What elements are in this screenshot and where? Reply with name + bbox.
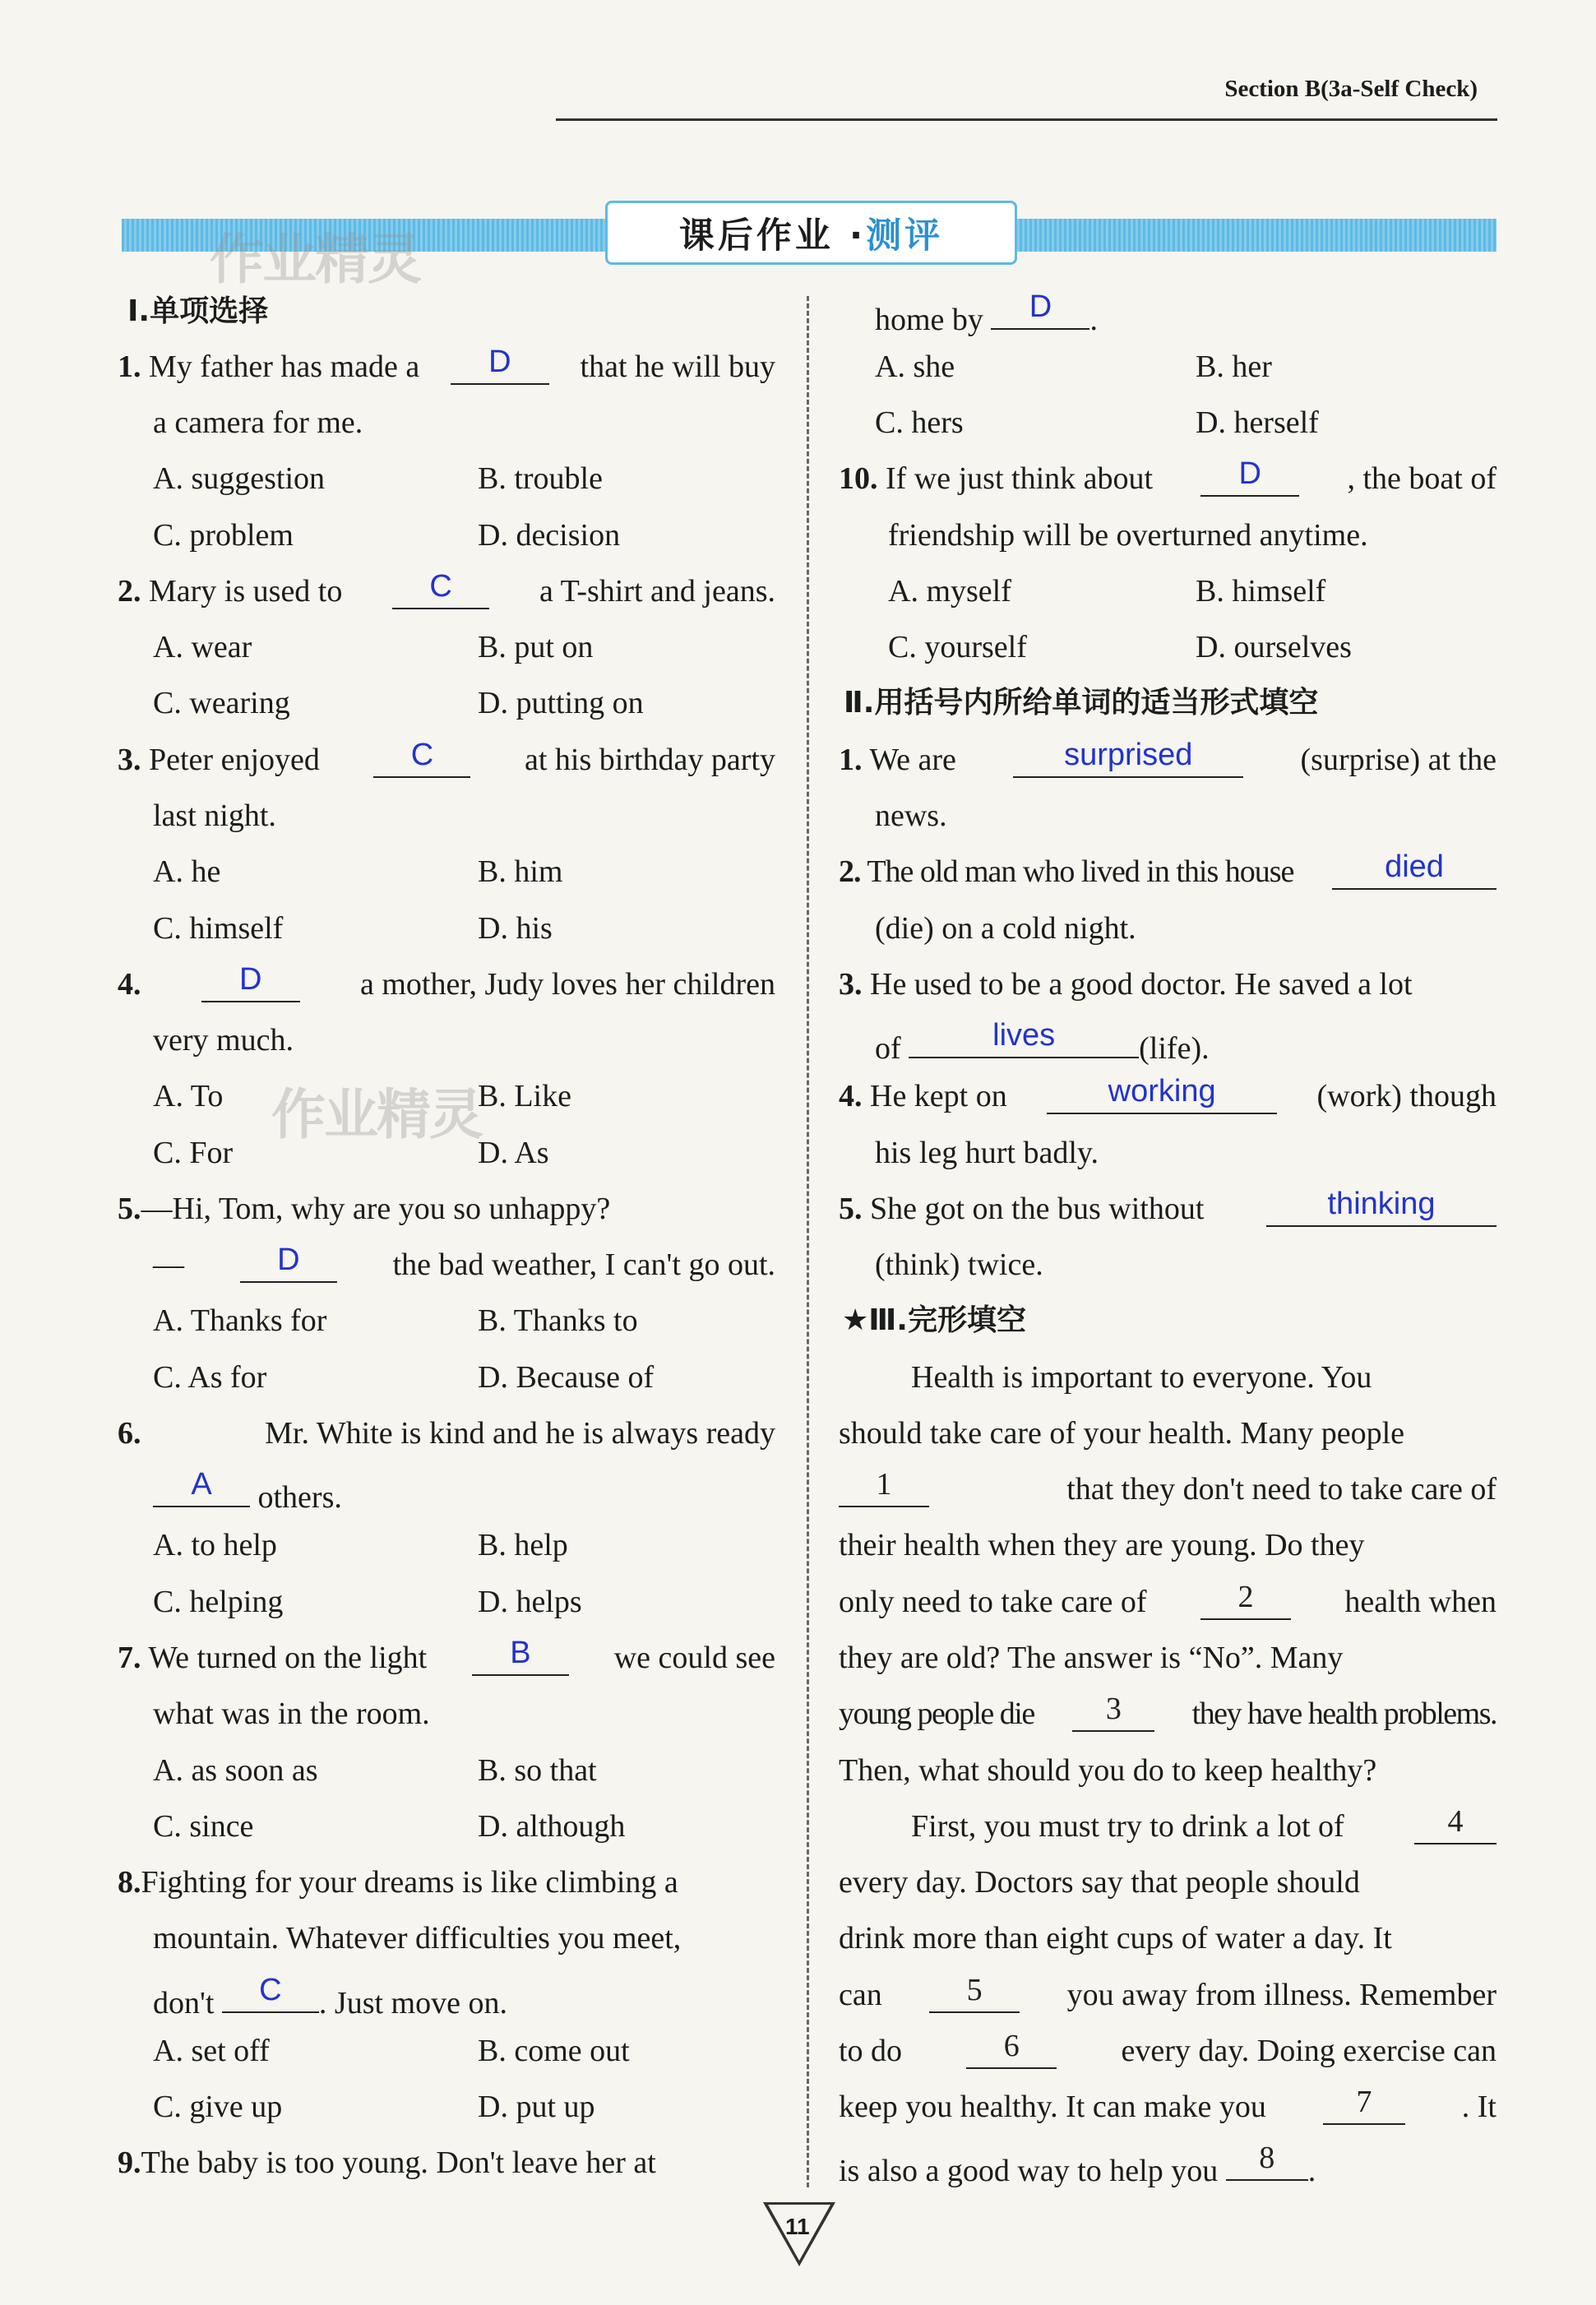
question-7: [118, 1638, 775, 1678]
question-text: his leg hurt badly.: [875, 1136, 1099, 1170]
question-number: 6.: [118, 1416, 141, 1451]
question-text: [875, 1018, 1210, 1068]
cloze-line: their health when they are young. Do they: [839, 1528, 1365, 1562]
question-text: .: [1089, 303, 1098, 337]
question-text: at his birthday party: [525, 743, 775, 777]
option-c: C. since: [153, 1809, 254, 1844]
option-b: B. her: [1196, 349, 1272, 384]
question-6: [118, 1414, 775, 1453]
question-text: a mother, Judy loves her children: [359, 967, 775, 1002]
handwritten-answer: B: [510, 1636, 531, 1670]
question-text: friendship will be overturned anytime.: [888, 518, 1368, 553]
cloze-text: they have health problems.: [1191, 1696, 1497, 1731]
cloze-blank[interactable]: [839, 1467, 929, 1507]
cloze-line: [911, 1804, 1497, 1846]
question-9: [118, 2143, 656, 2182]
cloze-line: [839, 2087, 1497, 2127]
question-4: [118, 962, 775, 1004]
answer-blank[interactable]: [1332, 849, 1497, 890]
question-text: [153, 1245, 775, 1284]
answer-blank[interactable]: [472, 1638, 569, 1676]
answer-blank[interactable]: [451, 347, 549, 385]
option-a: A. myself: [888, 574, 1011, 609]
cloze-line: [839, 2031, 1497, 2071]
cloze-line: Health is important to everyone. You: [911, 1360, 1372, 1395]
answer-blank[interactable]: [1047, 1076, 1277, 1114]
option-a: A. Thanks for: [153, 1303, 327, 1338]
answer-blank[interactable]: [201, 962, 300, 1002]
question-text: He kept on: [870, 1079, 1007, 1113]
option-c: C. give up: [153, 2090, 283, 2124]
question-2: [118, 569, 775, 611]
section-title-cloze: ★Ⅲ.完形填空: [842, 1303, 1026, 1337]
question-text: mountain. Whatever difficulties you meet,: [153, 1921, 682, 1956]
question-number: 3.: [118, 743, 141, 777]
question-number: 9.: [118, 2145, 141, 2180]
question-text: Mr. White is kind and he is always ready: [265, 1416, 775, 1451]
option-a: A. suggestion: [153, 461, 325, 496]
banner-title-highlight: 测评: [866, 215, 944, 257]
question-text: Peter enjoyed: [149, 743, 320, 777]
handwritten-answer: D: [1238, 456, 1261, 491]
question-text: The old man who lived in this house: [867, 854, 1294, 889]
question-number: 1.: [839, 743, 863, 777]
option-a: A. To: [153, 1079, 224, 1113]
blank-number: 8: [1259, 2141, 1275, 2175]
question-text: don't: [153, 1986, 215, 2020]
option-c: C. helping: [153, 1585, 284, 1619]
watermark-logo: 作业精灵: [210, 228, 420, 291]
fill-question-5: [839, 1189, 1497, 1229]
question-3: [118, 740, 775, 780]
option-d: D. his: [478, 911, 553, 946]
handwritten-answer: D: [239, 962, 262, 997]
question-text: The baby is too young. Don't leave her at: [141, 2145, 656, 2180]
question-number: 1.: [118, 349, 141, 384]
cloze-text: health when: [1344, 1585, 1497, 1619]
cloze-line: they are old? The answer is “No”. Many: [839, 1641, 1344, 1675]
option-d: D. put up: [478, 2090, 595, 2124]
section-title-fill-in: Ⅱ.用括号内所给单词的适当形式填空: [844, 686, 1319, 720]
question-text: (work) though: [1316, 1079, 1497, 1113]
fill-question-2: [839, 849, 1497, 891]
cloze-text: .: [1307, 2154, 1316, 2188]
question-5: [118, 1189, 610, 1229]
question-1: [118, 347, 775, 386]
cloze-line: every day. Doctors say that people should: [839, 1865, 1360, 1900]
question-text: we could see: [613, 1641, 775, 1675]
cloze-line: should take care of your health. Many people: [839, 1416, 1404, 1451]
blank-number: 6: [1003, 2029, 1020, 2063]
question-text: We are: [869, 743, 956, 777]
question-text: My father has made a: [149, 349, 420, 384]
question-text: very much.: [153, 1023, 294, 1058]
fill-question-3: [839, 965, 1413, 1004]
blank-number: 2: [1237, 1580, 1254, 1614]
option-d: D. helps: [478, 1585, 582, 1619]
option-a: A. he: [153, 854, 221, 889]
question-text: [153, 1467, 342, 1517]
option-d: D. decision: [478, 518, 621, 553]
question-text: (surprise) at the: [1300, 743, 1497, 777]
handwritten-answer: D: [1029, 289, 1052, 324]
option-a: A. she: [875, 349, 955, 384]
question-number: 10.: [839, 461, 878, 496]
option-b: B. trouble: [478, 461, 603, 496]
option-c: C. himself: [153, 911, 284, 946]
blank-number: 3: [1105, 1692, 1121, 1726]
cloze-line: [839, 1975, 1497, 2015]
question-text: Fighting for your dreams is like climbing a: [141, 1865, 678, 1900]
option-c: C. As for: [153, 1360, 267, 1395]
cloze-text: to do: [839, 2034, 903, 2068]
cloze-blank[interactable]: [929, 1975, 1020, 2013]
answer-blank[interactable]: [153, 1467, 250, 1507]
cloze-text: . It: [1461, 2090, 1497, 2124]
question-number: 4.: [118, 967, 141, 1002]
cloze-text: young people die: [839, 1696, 1034, 1731]
banner-title-main: 课后作业 ·: [678, 215, 867, 257]
cloze-blank[interactable]: [1200, 1582, 1291, 1620]
question-text: of: [875, 1031, 901, 1066]
answer-blank[interactable]: [909, 1018, 1139, 1058]
question-text: Mary is used to: [149, 574, 343, 609]
handwritten-answer: died: [1385, 849, 1444, 884]
option-d: D. As: [478, 1136, 549, 1170]
question-8: [118, 1863, 678, 1902]
watermark-logo: 作业精灵: [271, 1083, 482, 1146]
question-text: news.: [875, 798, 947, 833]
handwritten-answer: thinking: [1327, 1187, 1436, 1221]
handwritten-answer: A: [191, 1467, 212, 1502]
cloze-text: First, you must try to drink a lot of: [911, 1809, 1344, 1844]
option-b: B. him: [478, 854, 563, 889]
cloze-blank[interactable]: [1226, 2143, 1308, 2181]
question-text: what was in the room.: [153, 1696, 430, 1731]
question-10: [839, 456, 1497, 498]
cloze-line: drink more than eight cups of water a day. It: [839, 1921, 1392, 1956]
blank-number: 7: [1356, 2085, 1372, 2119]
option-b: B. come out: [478, 2034, 630, 2068]
section-header: Section B(3a-Self Check): [1224, 76, 1478, 102]
question-text: He used to be a good doctor. He saved a lot: [870, 967, 1413, 1002]
fill-question-1: [839, 740, 1497, 780]
cloze-text: only need to take care of: [839, 1585, 1147, 1619]
answer-blank[interactable]: [373, 740, 470, 778]
answer-blank[interactable]: [222, 1975, 319, 2013]
cloze-line: [839, 1467, 1497, 1509]
option-a: A. as soon as: [153, 1753, 318, 1788]
cloze-blank[interactable]: [1072, 1694, 1154, 1732]
handwritten-answer: C: [259, 1973, 282, 2007]
handwritten-answer: D: [277, 1243, 300, 1277]
option-d: D. herself: [1196, 405, 1319, 440]
question-text: a camera for me.: [153, 405, 363, 440]
option-c: C. wearing: [153, 686, 290, 720]
handwritten-answer: surprised: [1064, 738, 1193, 772]
question-number: 5.: [839, 1192, 863, 1226]
answer-blank[interactable]: [392, 569, 489, 609]
cloze-line: Then, what should you do to keep healthy?: [839, 1753, 1377, 1788]
question-text: —Hi, Tom, why are you so unhappy?: [141, 1192, 611, 1226]
question-text: She got on the bus without: [870, 1192, 1205, 1226]
question-text: If we just think about: [886, 461, 1154, 496]
question-text: home by: [875, 303, 983, 337]
answer-blank[interactable]: [991, 289, 1089, 330]
handwritten-answer: C: [410, 738, 434, 772]
question-text: , the boat of: [1347, 461, 1497, 496]
option-a: A. set off: [153, 2034, 270, 2068]
question-text: —: [153, 1247, 184, 1282]
question-number: 2.: [839, 854, 861, 889]
question-number: 3.: [839, 967, 863, 1002]
option-c: C. hers: [875, 405, 964, 440]
cloze-text: every day. Doing exercise can: [1121, 2034, 1497, 2068]
cloze-text: can: [839, 1978, 882, 2012]
question-text: (think) twice.: [875, 1247, 1043, 1282]
question-text: (die) on a cold night.: [875, 911, 1136, 946]
blank-number: 5: [966, 1973, 983, 2007]
handwritten-answer: working: [1108, 1074, 1216, 1109]
cloze-text: that they don't need to take care of: [1066, 1472, 1497, 1507]
question-text: . Just move on.: [318, 1986, 507, 2020]
header-rule: [556, 118, 1497, 121]
question-text: We turned on the light: [148, 1641, 428, 1675]
option-b: B. help: [478, 1528, 568, 1562]
option-b: B. himself: [1196, 574, 1326, 609]
handwritten-answer: C: [429, 569, 452, 604]
banner-title: [605, 201, 1017, 265]
answer-blank[interactable]: [240, 1245, 337, 1283]
option-b: B. so that: [478, 1753, 597, 1788]
cloze-line: [839, 2143, 1316, 2191]
question-number: 5.: [118, 1192, 141, 1226]
option-d: D. putting on: [478, 686, 644, 720]
option-a: A. wear: [153, 630, 252, 664]
cloze-blank[interactable]: [966, 2031, 1057, 2069]
option-b: B. Thanks to: [478, 1303, 638, 1338]
question-number: 2.: [118, 574, 141, 609]
option-d: D. although: [478, 1809, 626, 1844]
option-d: D. Because of: [478, 1360, 655, 1395]
cloze-line: [839, 1694, 1497, 1733]
question-number: 4.: [839, 1079, 863, 1113]
page-number: 11: [785, 2214, 810, 2239]
question-text: [153, 1975, 507, 2023]
option-c: C. yourself: [888, 630, 1027, 664]
option-a: A. to help: [153, 1528, 277, 1562]
question-9-continued: [875, 289, 1098, 340]
section-title-multiple-choice: Ⅰ.单项选择: [127, 294, 269, 328]
option-c: C. problem: [153, 518, 294, 553]
question-text: the bad weather, I can't go out.: [392, 1247, 775, 1282]
column-divider: [807, 296, 809, 2187]
question-text: others.: [257, 1480, 342, 1515]
question-number: 7.: [118, 1641, 141, 1675]
cloze-text: is also a good way to help you: [839, 2154, 1219, 2188]
blank-number: 1: [876, 1467, 892, 1502]
question-text: that he will buy: [580, 349, 775, 384]
blank-number: 4: [1447, 1804, 1464, 1839]
handwritten-answer: lives: [992, 1018, 1056, 1053]
option-b: B. put on: [478, 630, 594, 664]
cloze-text: keep you healthy. It can make you: [839, 2090, 1266, 2124]
cloze-line: [839, 1582, 1497, 1622]
cloze-blank[interactable]: [1414, 1804, 1497, 1844]
fill-question-4: [839, 1076, 1497, 1116]
option-d: D. ourselves: [1196, 630, 1352, 664]
answer-blank[interactable]: [1013, 740, 1243, 778]
question-text: (life).: [1139, 1031, 1210, 1066]
question-text: a T-shirt and jeans.: [539, 574, 775, 609]
cloze-blank[interactable]: [1323, 2087, 1405, 2125]
option-c: C. For: [153, 1136, 234, 1170]
option-b: B. Like: [478, 1079, 571, 1113]
answer-blank[interactable]: [1266, 1189, 1497, 1227]
question-text: last night.: [153, 798, 276, 833]
question-number: 8.: [118, 1865, 141, 1900]
handwritten-answer: D: [488, 345, 511, 379]
cloze-text: you away from illness. Remember: [1066, 1978, 1497, 2012]
answer-blank[interactable]: [1200, 456, 1299, 497]
